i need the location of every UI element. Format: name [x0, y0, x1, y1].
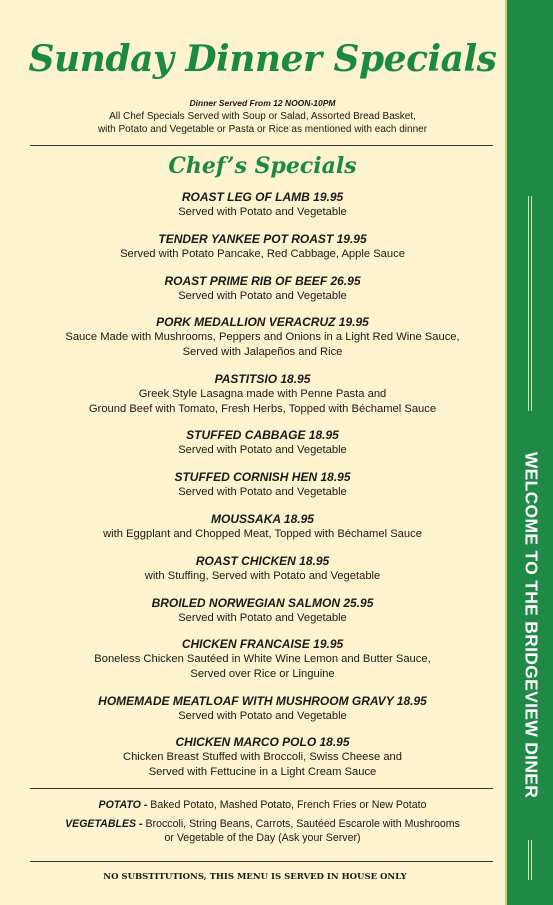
divider [30, 861, 493, 862]
dish-name: ROAST PRIME RIB OF BEEF 26.95 [164, 274, 361, 288]
dish-item [0, 372, 525, 417]
dish-description: Served with Potato and Vegetable [178, 290, 347, 302]
dish-description: with Stuffing, Served with Potato and Vegetable [144, 570, 381, 582]
dish-name: STUFFED CORNISH HEN 18.95 [174, 470, 351, 484]
dish-item [0, 274, 525, 304]
dish-item [0, 637, 525, 682]
dish-name: BROILED NORWEGIAN SALMON 25.95 [151, 596, 374, 610]
dish-description: Served with Potato and Vegetable [178, 206, 347, 218]
dish-description: Chicken Breast Stuffed with Broccoli, Swiss Cheese and [123, 751, 402, 763]
dish-item [0, 694, 525, 724]
dish-description: Served with Potato and Vegetable [178, 444, 347, 456]
vegetables-line-2: or Vegetable of the Day (Ask your Server) [164, 832, 361, 844]
dish-item [0, 512, 525, 542]
sidebar-rule [528, 840, 532, 880]
dish-description: Served with Potato Pancake, Red Cabbage, Apple Sauce [120, 248, 405, 260]
dish-name: TENDER YANKEE POT ROAST 19.95 [158, 232, 367, 246]
vegetables-line [0, 817, 525, 831]
dish-name: PASTITSIO 18.95 [214, 372, 311, 386]
potato-line [0, 798, 525, 812]
dish-description: Served over Rice or Linguine [190, 668, 335, 680]
dish-item [0, 596, 525, 626]
dish-description: with Eggplant and Chopped Meat, Topped with Béchamel Sauce [103, 528, 422, 540]
potato-label: POTATO - [98, 799, 148, 811]
dish-item [0, 428, 525, 458]
dish-description: Greek Style Lasagna made with Penne Pasta and [138, 388, 387, 400]
dish-description: Served with Jalapeños and Rice [182, 346, 343, 358]
dish-description: Boneless Chicken Sautéed in White Wine Lemon and Butter Sauce, [94, 653, 431, 665]
dish-name: MOUSSAKA 18.95 [211, 512, 314, 526]
dish-item [0, 315, 525, 360]
dish-name: STUFFED CABBAGE 18.95 [186, 428, 339, 442]
dish-name: CHICKEN FRANCAISE 19.95 [181, 637, 344, 651]
potato-options: Baked Potato, Mashed Potato, French Fries or New Potato [147, 799, 427, 811]
dish-description: Served with Potato and Vegetable [178, 710, 347, 722]
vegetable-options: Broccoli, String Beans, Carrots, Sautéed Escarole with Mushrooms [142, 818, 460, 830]
dish-name: ROAST LEG OF LAMB 19.95 [181, 190, 344, 204]
dish-description: Served with Fettucine in a Light Cream Sauce [148, 766, 377, 778]
welcome-sidebar [505, 0, 553, 905]
dish-item [0, 190, 525, 220]
served-hours: Dinner Served From 12 NOON-10PM [189, 98, 336, 108]
dish-name: PORK MEDALLION VERACRUZ 19.95 [156, 315, 369, 329]
divider [30, 145, 493, 146]
dish-name: ROAST CHICKEN 18.95 [195, 554, 330, 568]
dish-name: HOMEMADE MEATLOAF WITH MUSHROOM GRAVY 18.95 [98, 694, 427, 708]
footer-note: NO SUBSTITUTIONS, THIS MENU IS SERVED IN HOUSE ONLY [103, 872, 407, 882]
dish-item [0, 735, 525, 780]
dish-item [0, 470, 525, 500]
dish-description: Sauce Made with Mushrooms, Peppers and Onions in a Light Red Wine Sauce, [65, 331, 460, 343]
divider [30, 788, 493, 789]
specials-heading: Chef’s Specials [168, 153, 357, 179]
intro-line-2: with Potato and Vegetable or Pasta or Rice as mentioned with each dinner [97, 124, 428, 135]
dish-item [0, 554, 525, 584]
dish-description: Served with Potato and Vegetable [178, 486, 347, 498]
dish-description: Served with Potato and Vegetable [178, 612, 347, 624]
sidebar-welcome-text: WELCOME TO THE BRIDGEVIEW DINER [521, 451, 542, 799]
dish-description: Ground Beef with Tomato, Fresh Herbs, Topped with Béchamel Sauce [88, 403, 437, 415]
menu-title: Sunday Dinner Specials [28, 38, 497, 80]
intro-line-1: All Chef Specials Served with Soup or Salad, Assorted Bread Basket, [109, 111, 416, 122]
dish-name: CHICKEN MARCO POLO 18.95 [175, 735, 350, 749]
sidebar-rule [528, 196, 532, 411]
vegetables-label: VEGETABLES - [65, 818, 143, 830]
dish-item [0, 232, 525, 262]
